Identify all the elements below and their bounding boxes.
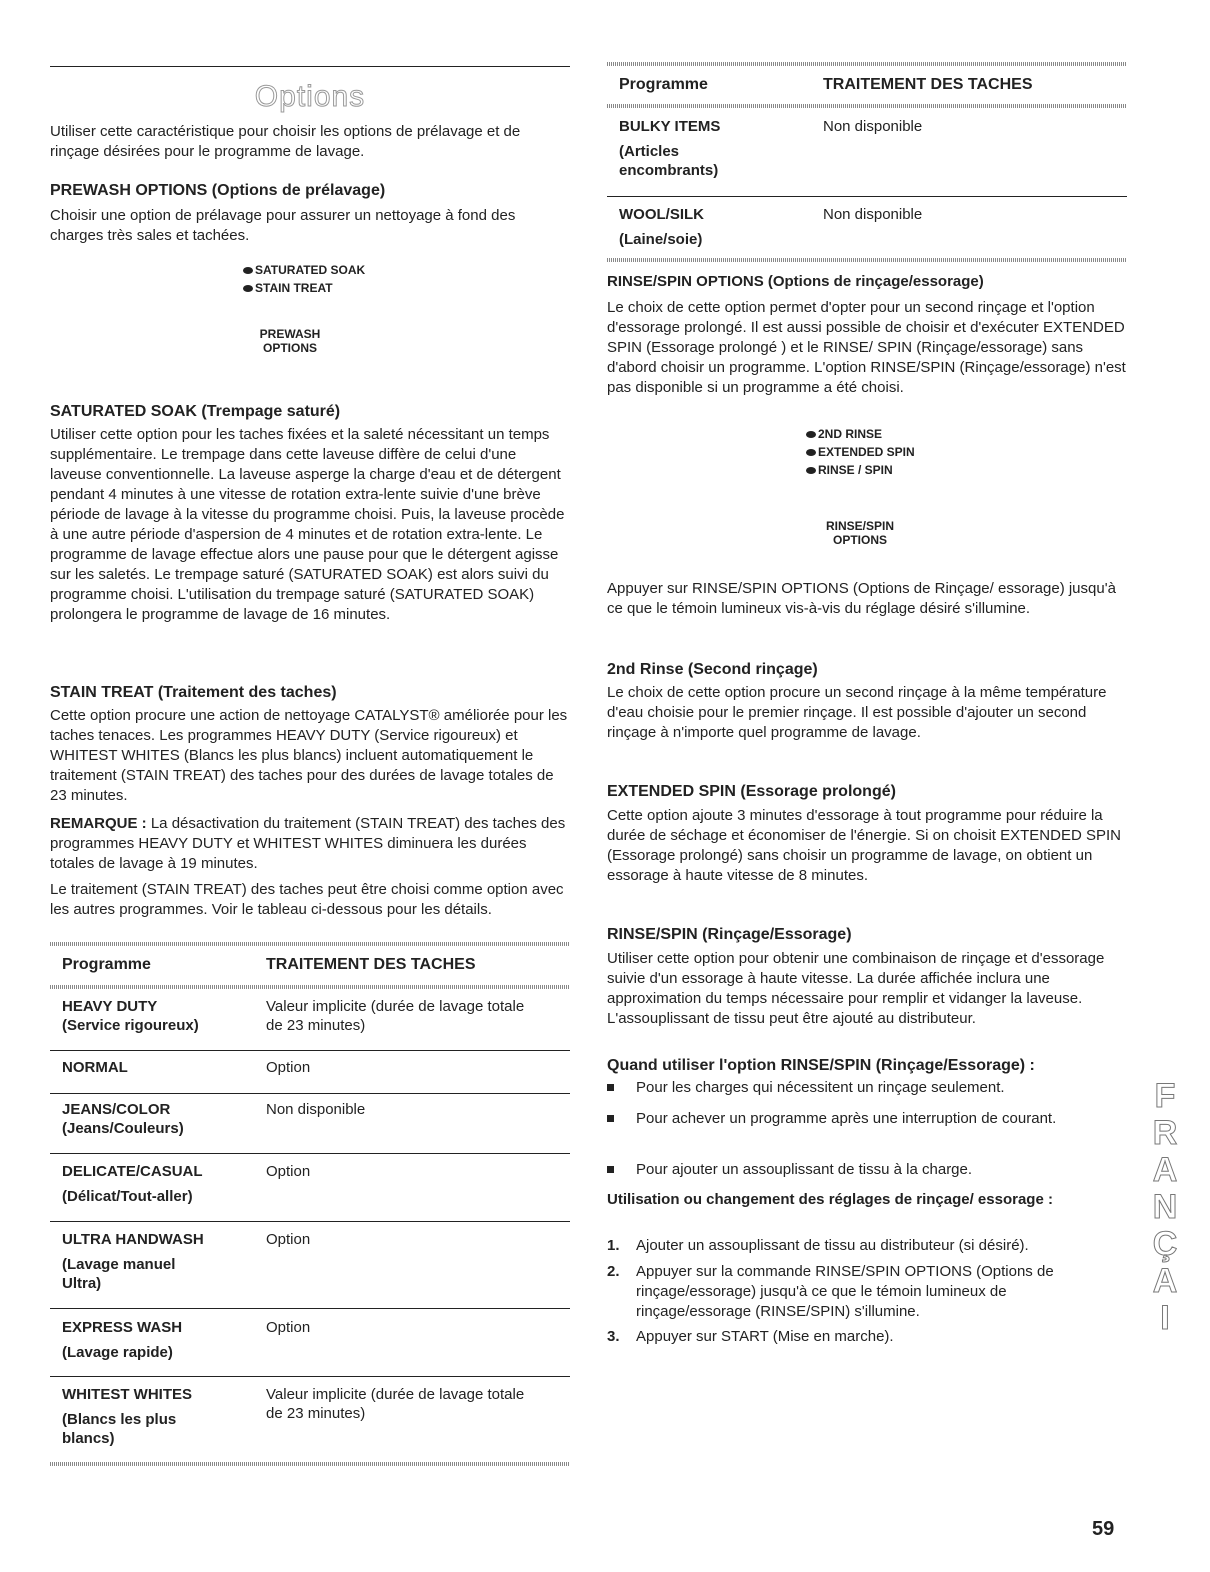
stain-body: Cette option procure une action de nettoyage CATALYST® améliorée pour les taches tenaces. Les programmes HEAVY DUTY (Service rigoureux) et WHITEST WHITES (Blancs les plus blancs) incluent automatiquement le traitement (STAIN TREAT) des taches pour des durées de lavage totales de 23 minutes. [50, 707, 568, 804]
prewash-heading: PREWASH OPTIONS (Options de prélavage) [50, 182, 386, 199]
table-rule [50, 1462, 570, 1466]
panel-item: EXTENDED SPIN [806, 443, 915, 461]
rinse-spin-panel [806, 425, 915, 479]
prewash-panel [243, 261, 365, 297]
language-sidebar: F R A N Ç A I [1152, 1077, 1178, 1337]
page-number: 59 [1092, 1518, 1115, 1540]
usage-heading: Utilisation ou changement des réglages de rinçage/ essorage : [607, 1191, 1053, 1208]
indicator-light-icon [806, 431, 816, 438]
soak-heading: SATURATED SOAK (Trempage saturé) [50, 403, 341, 420]
stain-note: Le traitement (STAIN TREAT) des taches peut être choisi comme option avec les autres programmes. Voir le tableau ci-dessous pour les détails. [50, 881, 564, 918]
intro-text: Utiliser cette caractéristique pour choisir les options de prélavage et de rinçage désirées pour le programme de lavage. [50, 123, 521, 160]
step-number: 3. [607, 1328, 620, 1345]
row-divider [50, 1376, 570, 1377]
table-rule [607, 258, 1127, 262]
panel-item: STAIN TREAT [243, 279, 365, 297]
table-rule [50, 942, 570, 946]
prewash-options-button: PREWASH OPTIONS [259, 327, 321, 355]
when-heading: Quand utiliser l'option RINSE/SPIN (Rinçage/Essorage) : [607, 1057, 1035, 1074]
stain-heading: STAIN TREAT (Traitement des taches) [50, 684, 337, 701]
page-title: Options [254, 80, 366, 113]
rinse-options-press: Appuyer sur RINSE/SPIN OPTIONS (Options de Rinçage/ essorage) jusqu'à ce que le témoin lumineux vis-à-vis du réglage désiré s'illumine. [607, 580, 1116, 617]
row-divider [50, 1221, 570, 1222]
panel-item: RINSE / SPIN [806, 461, 915, 479]
rinse-options-heading: RINSE/SPIN OPTIONS (Options de rinçage/essorage) [607, 273, 984, 290]
panel-item: SATURATED SOAK [243, 261, 365, 279]
stain-remark [50, 814, 570, 874]
top-rule [50, 66, 570, 67]
table-rule [607, 62, 1127, 66]
indicator-light-icon [243, 285, 253, 292]
panel-item: 2ND RINSE [806, 425, 915, 443]
rinse-spin-body: Utiliser cette option pour obtenir une combinaison de rinçage et d'essorage suivie d'un essorage à haute vitesse. La durée affichée inclura une approximation du temps nécessaire pour remplir et vidanger la laveuse. L'assouplissant de tissu peut être ajouté au distributeur. [607, 950, 1105, 1027]
row-divider [50, 1093, 570, 1094]
step-number: 2. [607, 1263, 620, 1280]
extended-spin-heading: EXTENDED SPIN (Essorage prolongé) [607, 783, 896, 800]
rinse-spin-options-button: RINSE/SPIN OPTIONS [825, 519, 894, 547]
row-divider [607, 196, 1127, 197]
indicator-light-icon [806, 449, 816, 456]
bullet-icon [607, 1166, 614, 1173]
row-divider [50, 1308, 570, 1309]
remark-text: La désactivation du traitement (STAIN TREAT) des taches des programmes HEAVY DUTY et WHITEST WHITES diminuera les durées totales de lavage à 19 minutes. [50, 815, 566, 872]
indicator-light-icon [806, 467, 816, 474]
bullet-icon [607, 1084, 614, 1091]
row-divider [50, 1153, 570, 1154]
bullet-icon [607, 1115, 614, 1122]
second-rinse-body: Le choix de cette option procure un second rinçage à la même température d'eau choisie pour le premier rinçage. Il est possible d'ajouter un second rinçage à n'importe quel programme de lavage. [607, 684, 1107, 741]
rinse-spin-heading: RINSE/SPIN (Rinçage/Essorage) [607, 926, 852, 943]
row-divider [50, 1050, 570, 1051]
rinse-options-body: Le choix de cette option permet d'opter pour un second rinçage et l'option d'essorage prolongé. Il est aussi possible de choisir et d'exécuter EXTENDED SPIN (Essorage prolongé ) et le RINSE/ SPIN (Rinçage/essorage) sans d'abord choisir un programme. L'option RINSE/SPIN (Rinçage/essorage) n'est pas disponible si un programme a été choisi. [607, 299, 1126, 396]
extended-spin-body: Cette option ajoute 3 minutes d'essorage à tout programme pour réduire la durée de séchage et économiser de l'énergie. Si on choisit EXTENDED SPIN (Essorage prolongé) sans choisir un programme de lavage, on obtient un essorage à haute vitesse de 8 minutes. [607, 807, 1121, 884]
indicator-light-icon [243, 267, 253, 274]
second-rinse-heading: 2nd Rinse (Second rinçage) [607, 661, 818, 678]
table-rule [50, 985, 570, 989]
table-rule [607, 104, 1127, 108]
soak-body: Utiliser cette option pour les taches fixées et la saleté nécessitant un temps supplémentaire. Le trempage dans cette laveuse diffère de celui d'une laveuse conventionnelle. La laveuse asperge la charge d'eau et de détergent pendant 4 minutes à une vitesse de rotation extra-lente suivie d'une brève période de lavage à la vitesse du programme choisi. Puis, la laveuse procède à une autre période d'aspersion de 4 minutes et de rotation extra-lente. Le programme de lavage effectue alors une pause pour que le détergent agisse sur les saletés. Le trempage saturé (SATURATED SOAK) est alors suivi du programme choisi. L'utilisation du trempage saturé (SATURATED SOAK) prolongera le programme de lavage de 16 minutes. [50, 426, 565, 623]
remark-label: REMARQUE : [50, 815, 147, 832]
prewash-body: Choisir une option de prélavage pour assurer un nettoyage à fond des charges très sales et tachées. [50, 207, 516, 244]
step-number: 1. [607, 1237, 620, 1254]
